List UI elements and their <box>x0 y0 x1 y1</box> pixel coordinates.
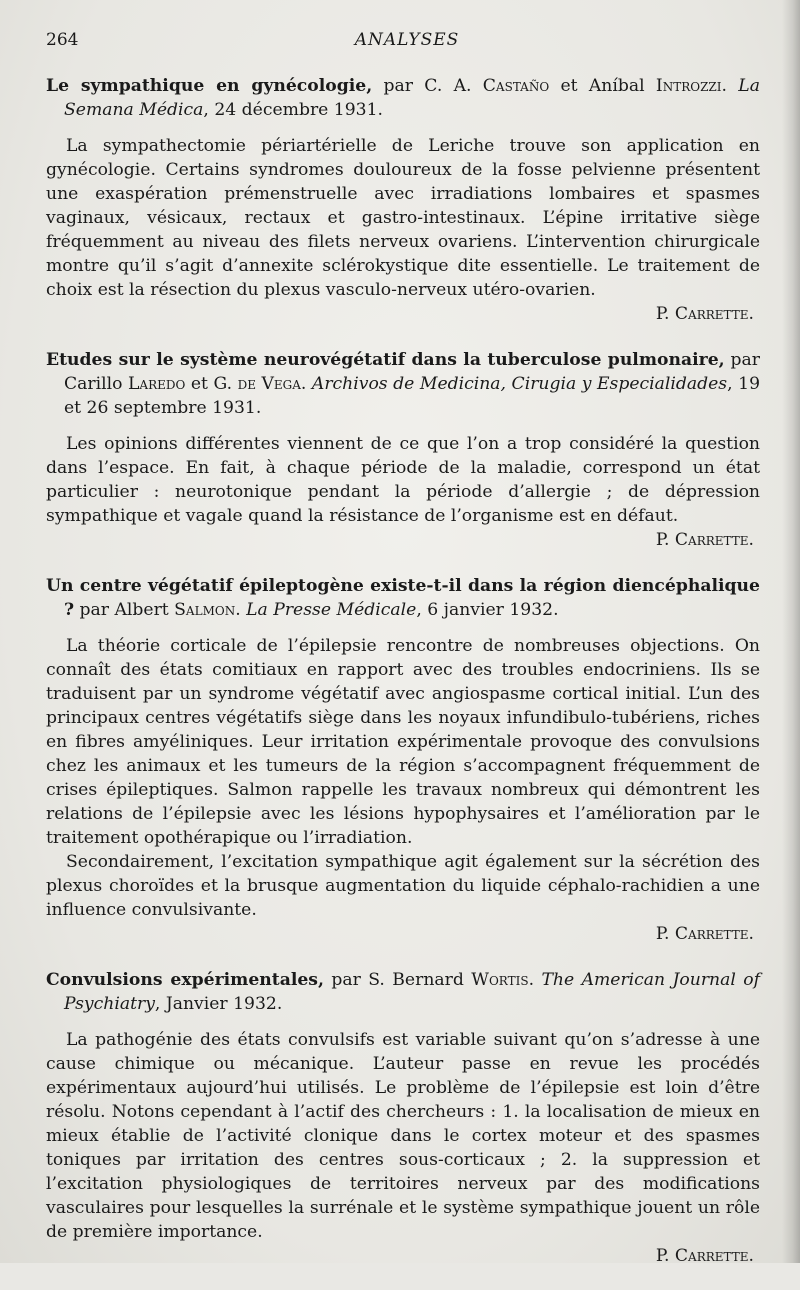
page-content <box>46 74 760 1290</box>
author-first: Aníbal <box>588 76 656 96</box>
article-title: Convulsions expérimentales, <box>46 970 324 990</box>
article-by: par <box>724 350 761 370</box>
article-body <box>46 634 760 922</box>
article <box>46 574 760 946</box>
paragraph: Les opinions différentes viennent de ce que l’on a trop considéré la question dans l’espace. En fait, à chaque période de la maladie, correspond un état particulier : neurotonique pendant la période d’allergie ; de dépression sympathique et vagale quand la résistance de l’organisme est en défaut. <box>46 434 760 526</box>
author-first: Carillo <box>64 374 128 394</box>
author-first: Albert <box>114 600 175 620</box>
article-by: par <box>74 600 115 620</box>
author-last: Wortis <box>471 970 529 990</box>
page-number: 264 <box>46 30 79 50</box>
author-last: Salmon <box>174 600 236 620</box>
journal-name: La Presse Médicale <box>246 600 417 620</box>
article <box>46 348 760 552</box>
article-heading <box>46 574 760 622</box>
signature: P. Carrette. <box>655 530 754 550</box>
article-title: Etudes sur le système neurovégétatif dans la tuberculose pulmonaire, <box>46 350 725 370</box>
article-heading <box>46 968 760 1016</box>
article <box>46 74 760 326</box>
article-body <box>46 1028 760 1244</box>
page-spine-shadow <box>782 0 800 1263</box>
article-title: Le sympathique en gynécologie, <box>46 76 373 96</box>
article-heading <box>46 348 760 420</box>
journal-name: La Semana Médica <box>64 76 760 120</box>
after-authors: . <box>300 374 312 394</box>
paragraph: La sympathectomie périartérielle de Leriche trouve son application en gynécologie. Certains syndromes douloureux de la fosse pelvienne présentent une exaspération prémenstruelle avec irradiations lombaires et spasmes vaginaux, vésicaux, rectaux et gastro-intestinaux. L’épine irritative siège fréquemment au niveau des filets nerveux ovariens. L’intervention chirurgicale montre qu’il s’agit d’annexite sclérokystique dite essentielle. Le traitement de choix est la résection du plexus vasculo-nerveux utéro-ovarien. <box>46 136 760 300</box>
publication-date: , Janvier 1932. <box>154 994 283 1014</box>
running-head: ANALYSES <box>354 30 460 50</box>
author-last: Vega <box>261 374 301 394</box>
after-authors: . <box>721 76 739 96</box>
author-first: C. A. <box>424 76 483 96</box>
article-body <box>46 134 760 302</box>
article-by: par <box>372 76 425 96</box>
article-by: par <box>323 970 369 990</box>
author-first: G. de <box>213 374 262 394</box>
author-first: S. Bernard <box>368 970 472 990</box>
author-last: Castaño <box>482 76 550 96</box>
author-sep: et <box>549 76 589 96</box>
author-sep: et <box>185 374 214 394</box>
signature: P. Carrette. <box>655 924 754 944</box>
publication-date: , 19 et 26 septembre 1931. <box>64 374 760 418</box>
publication-date: , 24 décembre 1931. <box>203 100 384 120</box>
journal-name: Archivos de Medicina, Cirugia y Especialidades <box>311 374 728 394</box>
author-last: Introzzi <box>655 76 722 96</box>
after-authors: . <box>528 970 542 990</box>
article-title: Un centre végétatif épileptogène existe-t-il dans la région diencéphalique ? <box>46 576 760 620</box>
article-heading <box>46 74 760 122</box>
signature: P. Carrette. <box>655 304 754 324</box>
page-header <box>46 30 768 52</box>
paragraph: La théorie corticale de l’épilepsie rencontre de nombreuses objections. On connaît des états comitiaux en rapport avec des troubles endocriniens. Ils se traduisent par un syndrome végétatif avec angiospasme cortical initial. L’un des principaux centres végétatifs siège dans les noyaux infundibulo-tubériens, riches en fibres amyéliniques. Leur irritation expérimentale provoque des convulsions chez les animaux et les tumeurs de la région s’accompagnent fréquemment de crises épileptiques. Salmon rappelle les travaux nombreux qui démontrent les relations de l’épilepsie avec les lésions hypophysaires et l’amélioration par le traitement opothérapique ou l’irradiation. <box>46 636 760 848</box>
paragraph: Secondairement, l’excitation sympathique agit également sur la sécrétion des plexus choroïdes et la brusque augmentation du liquide céphalo-rachidien a une influence convulsivante. <box>46 852 760 920</box>
author-last: Laredo <box>127 374 186 394</box>
signature: P. Carrette. <box>655 1246 754 1266</box>
article-body <box>46 432 760 528</box>
journal-name: The American Journal of Psychiatry <box>64 970 760 1014</box>
article <box>46 968 760 1268</box>
after-authors: . <box>235 600 247 620</box>
publication-date: , 6 janvier 1932. <box>416 600 559 620</box>
paragraph: La pathogénie des états convulsifs est variable suivant qu’on s’adresse à une cause chimique ou mécanique. L’auteur passe en revue les procédés expérimentaux aujourd’hui utilisés. Le problème de l’épilepsie est loin d’être résolu. Notons cependant à l’actif des chercheurs : 1. la localisation de mieux en mieux établie de l’activité clonique dans le cortex moteur et des spasmes toniques par irritation des centres sous-corticaux ; 2. la suppression et l’excitation physiologiques de territoires nerveux par des modifications vasculaires pour lesquelles la surrénale et le système sympathique jouent un rôle de première importance. <box>46 1030 760 1242</box>
